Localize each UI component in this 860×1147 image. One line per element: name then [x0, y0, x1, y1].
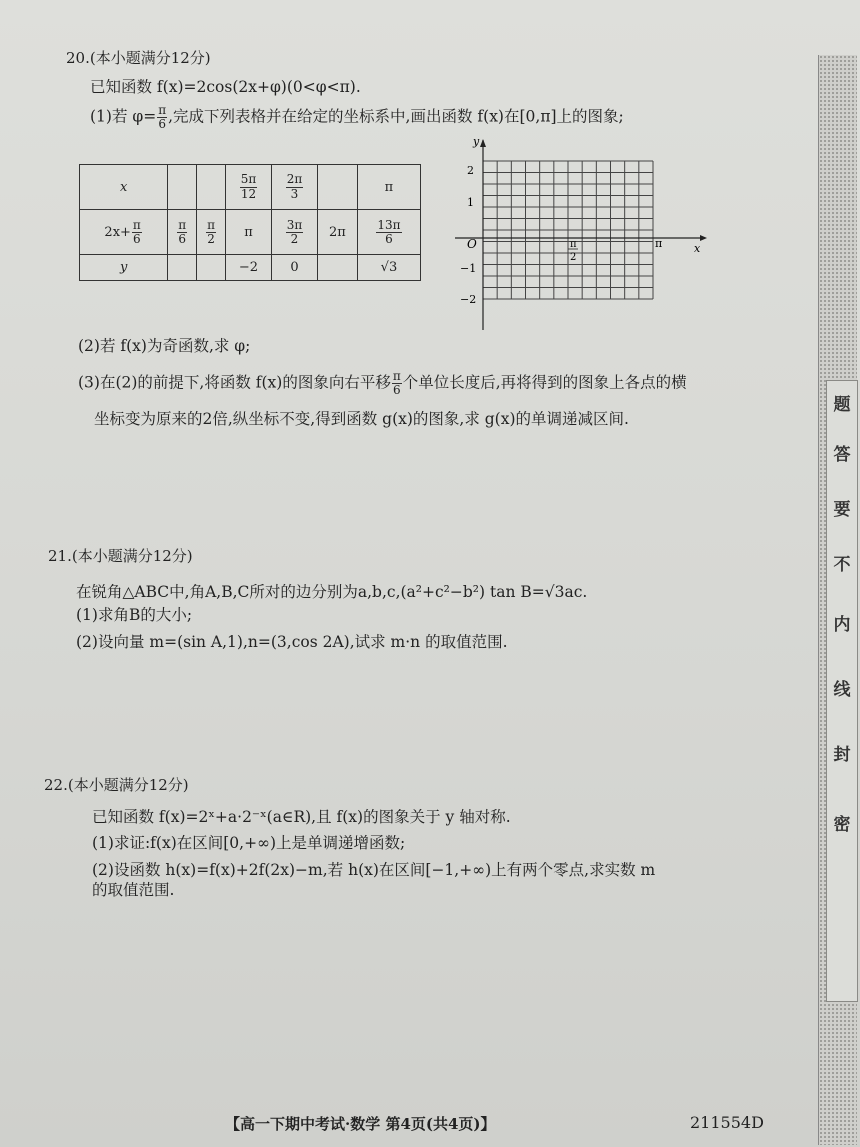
- seal-char-3: 要: [833, 500, 851, 520]
- row-x-cell-2: [197, 165, 226, 210]
- q20-part1-fraction: $\frac{\pi}{6}$: [158, 103, 167, 132]
- row-x-cell-6: π: [357, 165, 420, 210]
- q20-value-table: [79, 164, 421, 281]
- q20-coordinate-grid: [445, 135, 710, 335]
- row-y-cell-3: −2: [225, 255, 271, 281]
- seal-char-5: 内: [833, 615, 851, 635]
- y-tick-1: 1: [467, 196, 474, 209]
- row-x-cell-5: [317, 165, 357, 210]
- row-y-cell-1: [168, 255, 197, 281]
- seal-char-7: 封: [833, 745, 851, 765]
- q20-part3-line2: 坐标变为原来的2倍,纵坐标不变,得到函数 g(x)的图象,求 g(x)的单调递减区间.: [94, 410, 629, 428]
- q21-title: 21.(本小题满分12分): [48, 547, 193, 565]
- q20-part3-text-b: 个单位长度后,再将得到的图象上各点的横: [402, 373, 687, 392]
- x-axis-arrow: [700, 235, 707, 241]
- row-2x-cell-0: 2x+ $\frac{\pi}{6}$: [80, 210, 168, 255]
- row-2x-cell-5: 2π: [317, 210, 357, 255]
- seal-char-6: 线: [833, 680, 851, 700]
- x-axis-label: x: [694, 242, 701, 255]
- paper-code: 211554D: [690, 1113, 764, 1132]
- q21-part2: (2)设向量 m=(sin A,1),n=(3,cos 2A),试求 m·n 的取值范围.: [76, 633, 508, 651]
- seal-char-8: 密: [833, 815, 851, 835]
- row-y-cell-0: y: [80, 255, 168, 281]
- seal-char-1: 题: [833, 395, 851, 415]
- x-tick-pi: π: [655, 237, 663, 250]
- row-x-cell-4: $\frac{2\pi}{3}$: [271, 165, 317, 210]
- row-2x-cell-1: $\frac{\pi}{6}$: [168, 210, 197, 255]
- row-x-cell-1: [168, 165, 197, 210]
- q20-part1-text-b: ,完成下列表格并在给定的坐标系中,画出函数 f(x)在[0,π]上的图象;: [168, 107, 624, 126]
- y-tick-neg2: −2: [460, 293, 477, 306]
- table-row-2x: [80, 210, 421, 255]
- q20-stem: 已知函数 f(x)=2cos(2x+φ)(0<φ<π).: [90, 78, 361, 96]
- q20-part2: (2)若 f(x)为奇函数,求 φ;: [78, 337, 251, 355]
- q20-part1-text-a: (1)若 φ=: [90, 107, 157, 126]
- q20-part3-line1: [78, 370, 687, 397]
- y-tick-2: 2: [467, 164, 474, 177]
- q20-title: 20.(本小题满分12分): [66, 49, 211, 67]
- seal-char-4: 不: [833, 555, 851, 575]
- q21-stem: 在锐角△ABC中,角A,B,C所对的边分别为a,b,c,(a²+c²−b²) tan B=√3ac.: [76, 583, 588, 601]
- row-y-cell-5: [317, 255, 357, 281]
- table-row-y: [80, 255, 421, 281]
- x-tick-half-pi-num: π: [570, 239, 577, 250]
- row-y-cell-4: 0: [271, 255, 317, 281]
- row-x-cell-3: $\frac{5\pi}{12}$: [225, 165, 271, 210]
- q22-title: 22.(本小题满分12分): [44, 776, 189, 794]
- row-y-cell-2: [197, 255, 226, 281]
- y-tick-neg1: −1: [460, 262, 477, 275]
- row-y-cell-6: √3: [357, 255, 420, 281]
- q20-part1: [90, 104, 624, 131]
- y-axis-label: y: [473, 135, 480, 148]
- row-2x-cell-3: π: [225, 210, 271, 255]
- row-2x-cell-6: $\frac{13\pi}{6}$: [357, 210, 420, 255]
- q22-part1: (1)求证:f(x)在区间[0,+∞)上是单调递增函数;: [92, 834, 406, 852]
- y-axis-arrow: [480, 139, 486, 147]
- row-2x-cell-4: $\frac{3\pi}{2}$: [271, 210, 317, 255]
- q20-part3-text-a: (3)在(2)的前提下,将函数 f(x)的图象向右平移: [78, 373, 391, 392]
- page-footer: 【高一下期中考试·数学 第4页(共4页)】: [225, 1115, 496, 1133]
- table-row-x: [80, 165, 421, 210]
- origin-label: O: [467, 237, 477, 251]
- q22-part2-line2: 的取值范围.: [92, 881, 175, 899]
- x-tick-half-pi-den: 2: [570, 252, 577, 263]
- q22-stem: 已知函数 f(x)=2ˣ+a·2⁻ˣ(a∈R),且 f(x)的图象关于 y 轴对称.: [92, 808, 511, 826]
- row-x-cell-0: x: [80, 165, 168, 210]
- seal-char-2: 答: [833, 445, 851, 465]
- q20-part3-fraction: $\frac{\pi}{6}$: [392, 369, 401, 398]
- q21-part1: (1)求角B的大小;: [76, 606, 193, 624]
- q22-part2-line1: (2)设函数 h(x)=f(x)+2f(2x)−m,若 h(x)在区间[−1,+∞)上有两个零点,求实数 m: [92, 861, 656, 879]
- row-2x-cell-2: $\frac{\pi}{2}$: [197, 210, 226, 255]
